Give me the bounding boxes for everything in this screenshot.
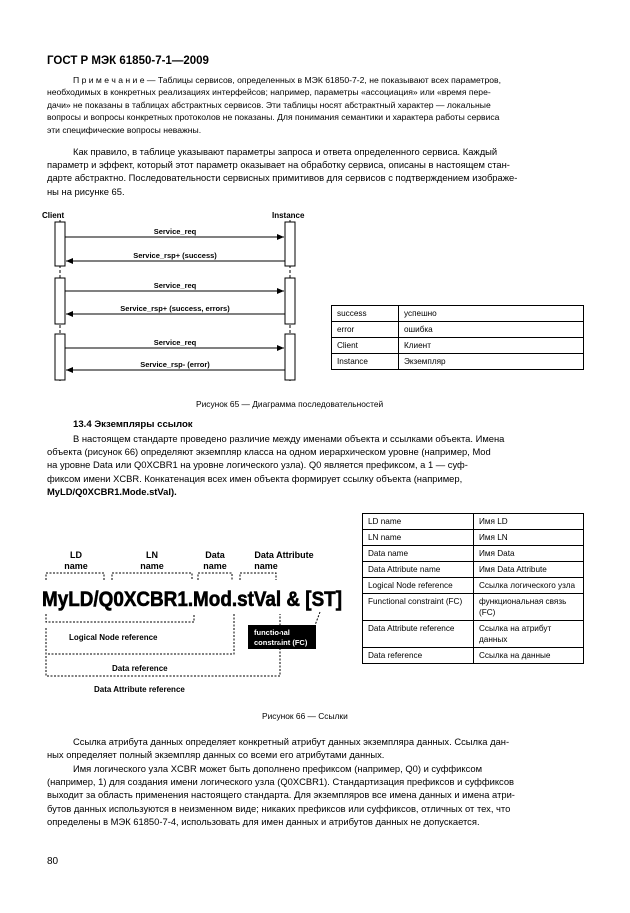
table-row (332, 322, 584, 338)
data-reference-label: Data reference (112, 664, 168, 673)
table-cell: Logical Node reference (363, 578, 474, 594)
table-cell: error (332, 322, 399, 338)
ln-name-label: name (140, 561, 164, 571)
figure65-caption: Рисунок 65 — Диаграмма последовательностей (196, 399, 384, 409)
text-line: MyLD/Q0XCBR1.Mode.stVal). (47, 485, 177, 497)
instance-activation (285, 222, 295, 266)
table-cell: Data Attribute reference (363, 621, 474, 648)
table-cell: Functional constraint (FC) (363, 594, 474, 621)
table-row (363, 514, 584, 530)
figure65-legend-table (331, 305, 584, 370)
table-cell: Имя Data Attribute (474, 562, 584, 578)
table-row (332, 354, 584, 370)
section-title: 13.4 Экземпляры ссылок (73, 419, 193, 430)
table-cell: Ссылка на данные (474, 648, 584, 664)
client-activation (55, 334, 65, 380)
message-label: Service_req (153, 281, 197, 290)
table-row (363, 562, 584, 578)
table-cell: LN name (363, 530, 474, 546)
text-line: (например, 1) для создания имени логического узла (Q0XCBR1). Стандартизация префиксов и суффиксов (47, 776, 515, 788)
data-attribute-name-label: Data Attribute (254, 550, 314, 560)
figure66-caption: Рисунок 66 — Ссылки (262, 711, 348, 721)
message-label: Service_req (153, 338, 197, 347)
table-cell: Ссылка логического узла (474, 578, 584, 594)
reference-diagram (36, 548, 356, 698)
table-row (363, 594, 584, 621)
text-line: бутов данных используются в неизменном виде; никаких префиксов или суффиксов, отличных от тех, что (47, 802, 511, 814)
text-line: фиксом имени XCBR. Конкатенация всех имен объекта формирует ссылку объекта (например, (47, 472, 463, 484)
table-cell: Имя LN (474, 530, 584, 546)
ld-name-label: LD (70, 550, 82, 560)
table-cell: Instance (332, 354, 399, 370)
table-row (332, 306, 584, 322)
note-line: вопросы и вопросы конкретных протоколов не показаны. Для понимания семантики и характера работы сервиса (47, 112, 500, 123)
note-line: П р и м е ч а н и е — Таблицы сервисов, определенных в МЭК 61850-7-2, не показывают всех параметров, (73, 75, 501, 85)
client-activation (55, 222, 65, 266)
table-cell: Ссылка на атрибут данных (474, 621, 584, 648)
text-line: параметр и эффект, который этот параметр оказывает на обработку сервиса, описаны в настоящем стан- (47, 159, 510, 171)
text-line: Имя логического узла XCBR может быть дополнено префиксом (например, Q0) и суффиксом (73, 763, 483, 774)
note-paragraph (47, 74, 583, 136)
table-cell: Имя Data (474, 546, 584, 562)
da-reference-label: Data Attribute reference (94, 685, 185, 694)
table-cell: Data Attribute name (363, 562, 474, 578)
text-line: на уровне Data или Q0XCBR1 на уровне логического узла). Q0 является префиксом, а 1 — суф- (47, 459, 468, 471)
instance-activation (285, 278, 295, 324)
paragraph-4 (47, 762, 583, 828)
reference-text: MyLD/Q0XCBR1.Mod.stVal & [ST] (42, 588, 342, 611)
sequence-diagram (40, 206, 320, 386)
paragraph-3 (47, 735, 583, 761)
fc-label: functional (254, 628, 290, 637)
table-cell: успешно (399, 306, 584, 322)
bracket (112, 573, 192, 580)
text-line: Ссылка атрибута данных определяет конкретный атрибут данных экземпляра данных. Ссылка дан- (73, 736, 510, 747)
ld-name-label: name (64, 561, 88, 571)
table-cell: Имя LD (474, 514, 584, 530)
instance-activation (285, 334, 295, 380)
page-number: 80 (47, 856, 59, 867)
text-line: дарте абстрактно. Последовательности сервисных примитивов для сервисов с подтверждением изображе- (47, 172, 518, 184)
table-cell: ошибка (399, 322, 584, 338)
bracket (46, 614, 194, 622)
text-line: выходит за область применения настоящего стандарта. Для экземпляров все имена данных и имена атри- (47, 789, 515, 801)
table-row (363, 530, 584, 546)
note-line: эти специфические вопросы неважны. (47, 124, 202, 135)
table-cell: Data reference (363, 648, 474, 664)
table-cell: Client (332, 338, 399, 354)
ln-name-label: LN (146, 550, 158, 560)
paragraph-1 (47, 145, 583, 198)
table-cell: Клиент (399, 338, 584, 354)
message-label: Service_rsp- (error) (140, 360, 210, 369)
table-row (363, 648, 584, 664)
data-name-label: Data (205, 550, 225, 560)
message-label: Service_req (153, 227, 197, 236)
text-line: Как правило, в таблице указывают параметры запроса и ответа определенного сервиса. Каждый (73, 146, 498, 157)
bracket (46, 573, 104, 580)
message-label: Service_rsp+ (success) (133, 251, 217, 260)
instance-label: Instance (272, 211, 305, 220)
text-line: объекта (рисунок 66) определяют экземпляр класса на одном иерархическом уровне (например, Mod (47, 446, 491, 458)
text-line: определены в МЭК 61850-7-4, использовать для имен данных и атрибутов данных не допускается. (47, 815, 480, 827)
fc-label: constraint (FC) (254, 638, 308, 647)
table-cell: success (332, 306, 399, 322)
note-line: дачи» не показаны в таблицах абстрактных сервисов. Эти таблицы носят абстрактный характер — локальные (47, 99, 491, 110)
client-activation (55, 278, 65, 324)
bracket (198, 573, 232, 580)
bracket (240, 573, 276, 580)
table-cell: Экземпляр (399, 354, 584, 370)
text-line: ных определяет полный экземпляр данных со всеми его атрибутами данных. (47, 749, 385, 761)
paragraph-2 (47, 432, 583, 498)
table-cell: функциональная связь (FC) (474, 594, 584, 621)
data-attribute-name-label: name (254, 561, 278, 571)
table-row (363, 578, 584, 594)
note-line: необходимых в конкретных реализациях интерфейсов; например, параметры «ассоциация» или «время пере- (47, 87, 491, 98)
text-line: ны на рисунке 65. (47, 185, 125, 197)
client-label: Client (42, 211, 65, 220)
table-row (363, 621, 584, 648)
data-name-label: name (203, 561, 227, 571)
table-row (332, 338, 584, 354)
table-cell: Data name (363, 546, 474, 562)
text-line: В настоящем стандарте проведено различие между именами объекта и ссылками объекта. Имена (73, 433, 505, 444)
page-header: ГОСТ Р МЭК 61850-7-1—2009 (47, 55, 209, 67)
message-label: Service_rsp+ (success, errors) (120, 304, 230, 313)
figure66-legend-table (362, 513, 584, 664)
table-cell: LD name (363, 514, 474, 530)
table-row (363, 546, 584, 562)
ln-reference-label: Logical Node reference (69, 633, 158, 642)
